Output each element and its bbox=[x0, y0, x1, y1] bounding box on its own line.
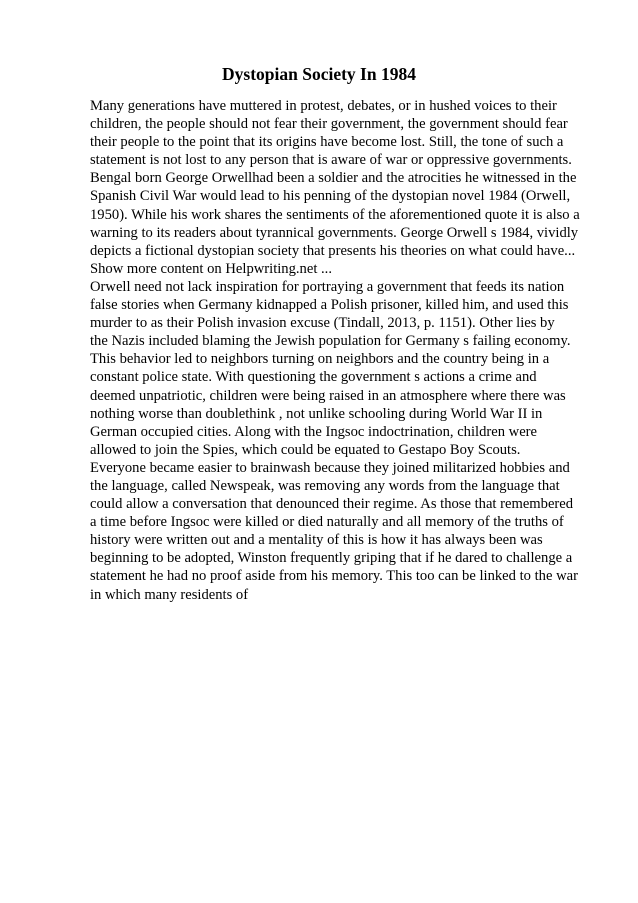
text-line: deemed unpatriotic, children were being raised in an atmosphere where there was bbox=[90, 387, 566, 404]
text-line: beginning to be adopted, Winston frequently griping that if he dared to challenge a bbox=[90, 550, 573, 567]
text-line: history were written out and a mentality of this is how it has always been was bbox=[90, 532, 543, 549]
document-title: Dystopian Society In 1984 bbox=[222, 64, 416, 84]
text-line: Everyone became easier to brainwash because they joined militarized hobbies and bbox=[90, 459, 570, 476]
text-line: the language, called Newspeak, was removing any words from the language that bbox=[90, 477, 560, 494]
text-line: statement is not lost to any person that is aware of war or oppressive governments. bbox=[90, 152, 572, 169]
text-line: nothing worse than doublethink , not unlike schooling during World War II in bbox=[90, 405, 543, 422]
text-line: their people to the point that its origins have become lost. Still, the tone of such a bbox=[90, 134, 564, 151]
text-line: warning to its readers about tyrannical governments. George Orwell s 1984, vividly bbox=[90, 224, 579, 241]
text-line: Show more content on Helpwriting.net ... bbox=[90, 260, 332, 277]
text-line: Many generations have muttered in protest, debates, or in hushed voices to their bbox=[90, 98, 557, 114]
text-line: could allow a conversation that denounced their regime. As those that remembered bbox=[90, 496, 574, 513]
text-line: allowed to join the Spies, which could be equated to Gestapo Boy Scouts. bbox=[90, 441, 521, 458]
text-line: Bengal born George Orwellhad been a soldier and the atrocities he witnessed in the bbox=[90, 170, 577, 187]
text-line: German occupied cities. Along with the Ingsoc indoctrination, children were bbox=[90, 423, 538, 440]
text-line: depicts a fictional dystopian society that presents his theories on what could have... bbox=[90, 242, 576, 259]
text-line: in which many residents of bbox=[90, 586, 249, 603]
document-body bbox=[90, 97, 580, 604]
text-line: constant police state. With questioning the government s actions a crime and bbox=[90, 369, 537, 386]
text-line: statement he had no proof aside from his memory. This too can be linked to the war bbox=[90, 568, 578, 585]
text-line: Orwell need not lack inspiration for portraying a government that feeds its nation bbox=[90, 278, 565, 295]
text-line: a time before Ingsoc were killed or died naturally and all memory of the truths of bbox=[90, 514, 564, 531]
text-line: Spanish Civil War would lead to his penning of the dystopian novel 1984 (Orwell, bbox=[90, 188, 571, 205]
text-line: murder to as their Polish invasion excuse (Tindall, 2013, p. 1151). Other lies by bbox=[90, 315, 555, 332]
text-line: 1950). While his work shares the sentiments of the aforementioned quote it is also a bbox=[90, 206, 580, 223]
text-line: This behavior led to neighbors turning on neighbors and the country being in a bbox=[90, 351, 550, 368]
text-line: the Nazis included blaming the Jewish population for Germany s failing economy. bbox=[90, 333, 571, 350]
text-line: children, the people should not fear their government, the government should fear bbox=[90, 116, 568, 133]
text-line: false stories when Germany kidnapped a Polish prisoner, killed him, and used this bbox=[90, 297, 569, 314]
